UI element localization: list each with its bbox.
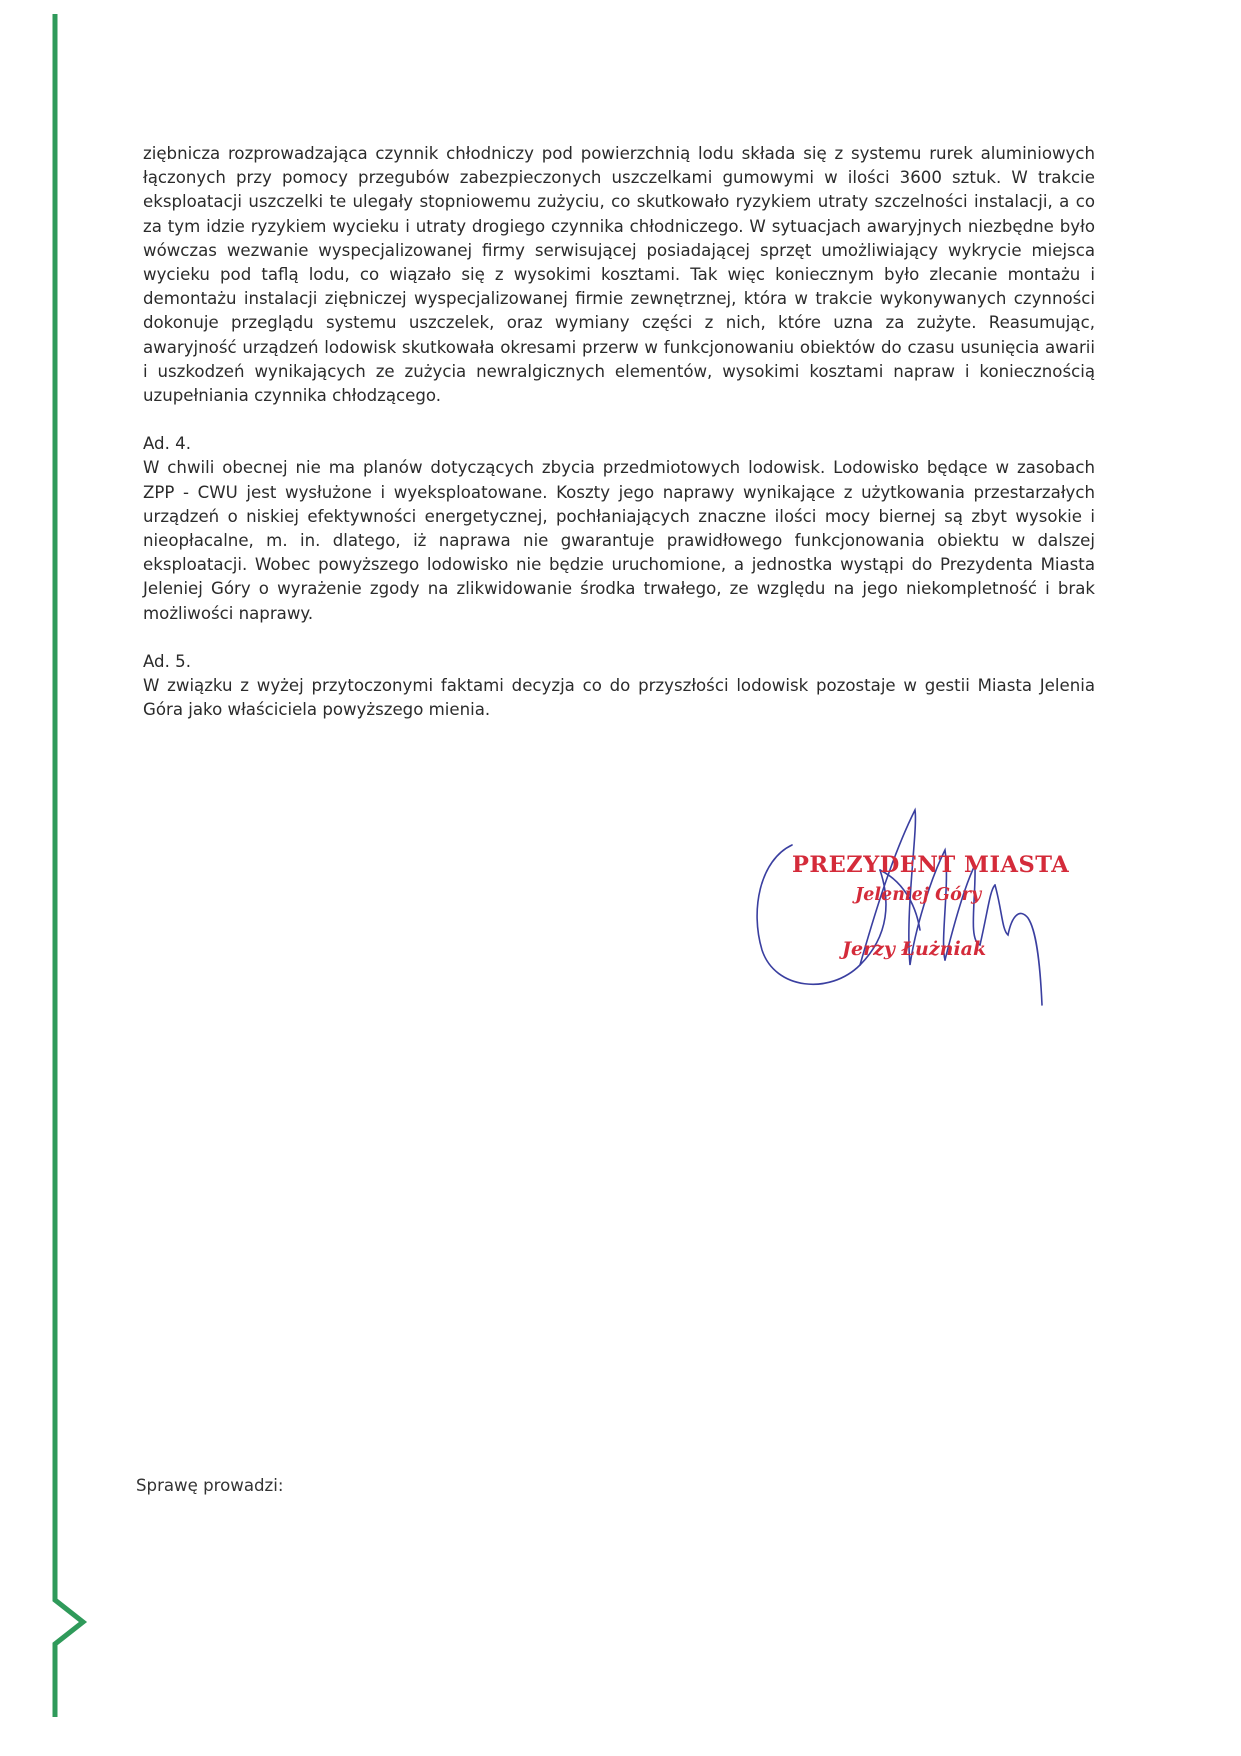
handwritten-signature bbox=[740, 790, 1080, 1030]
green-margin-line bbox=[0, 0, 100, 1756]
signature-stamp bbox=[740, 790, 1080, 1030]
document-body bbox=[143, 142, 1095, 722]
section-heading-ad4: Ad. 4. bbox=[143, 434, 191, 454]
section-heading-ad5: Ad. 5. bbox=[143, 651, 191, 671]
section-text-ad5: W związku z wyżej przytoczonymi faktami decyzja co do przyszłości lodowisk pozostaje w gestii Miasta Jelenia Góra jako właściciela powyższego mienia. bbox=[143, 676, 1095, 720]
section-text-ad4: W chwili obecnej nie ma planów dotyczących zbycia przedmiotowych lodowisk. Lodowisko będące w zasobach ZPP - CWU jest wysłużone i wyeksploatowane. Koszty jego naprawy wynikające z użytkowania przestarzałych urządzeń o niskiej efektywności energetycznej, pochłaniających znaczne ilości mocy biernej są zbyt wysokie i nieopłacalne, m. in. dlatego, iż naprawa nie gwarantuje prawidłowego funkcjonowania obiektu w dalszej eksploatacji. Wobec powyższego lodowisko nie będzie uruchomione, a jednostka wystąpi do Prezydenta Miasta Jeleniej Góry o wyrażenie zgody na zlikwidowanie środka trwałego, ze względu na jego niekompletność i brak możliwości naprawy. bbox=[143, 458, 1095, 623]
stamp-title: PREZYDENT MIASTA bbox=[792, 852, 1070, 878]
footer-contact-label: Sprawę prowadzi: bbox=[136, 1476, 284, 1495]
stamp-name: Jerzy Łużniak bbox=[842, 938, 987, 960]
stamp-city: Jeleniej Góry bbox=[855, 885, 982, 905]
paragraph-continuation: ziębnicza rozprowadzająca czynnik chłodniczy pod powierzchnią lodu składa się z systemu rurek aluminiowych łączonych przy pomocy przegubów zabezpieczonych uszczelkami gumowymi w ilości 3600 sztuk. W trakcie eksploatacji uszczelki te ulegały stopniowemu zużyciu, co skutkowało ryzykiem utraty szczelności instalacji, a co za tym idzie ryzykiem wycieku i utraty drogiego czynnika chłodniczego. W sytuacjach awaryjnych niezbędne było wówczas wezwanie wyspecjalizowanej firmy serwisującej posiadającej sprzęt umożliwiający wykrycie miejsca wycieku pod taflą lodu, co wiązało się z wysokimi kosztami. Tak więc koniecznym było zlecanie montażu i demontażu instalacji ziębniczej wyspecjalizowanej firmie zewnętrznej, która w trakcie wykonywanych czynności dokonuje przeglądu systemu uszczelek, oraz wymiany części z nich, które uzna za zużyte. Reasumując, awaryjność urządzeń lodowisk skutkowała okresami przerw w funkcjonowaniu obiektów do czasu usunięcia awarii i uszkodzeń wynikających ze zużycia newralgicznych elementów, wysokimi kosztami napraw i koniecznością uzupełniania czynnika chłodzącego. bbox=[143, 144, 1095, 406]
